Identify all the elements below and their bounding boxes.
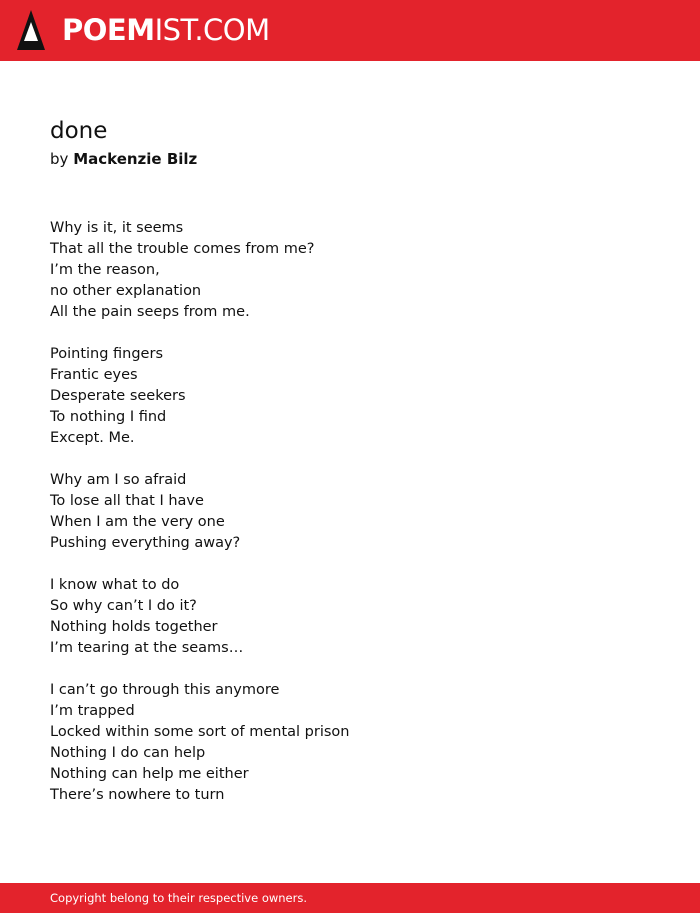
- poem-line: So why can’t I do it?: [50, 598, 197, 614]
- poem-line: Desperate seekers: [50, 388, 186, 404]
- byline-label: by: [50, 150, 69, 168]
- poem-line: Nothing can help me either: [50, 766, 249, 782]
- site-header: [0, 0, 700, 61]
- site-logo[interactable]: [62, 12, 270, 48]
- poem-line: Why am I so afraid: [50, 472, 187, 488]
- poem-line: I’m tearing at the seams…: [50, 640, 244, 656]
- poem-stanza: [50, 218, 650, 323]
- poem-line: To lose all that I have: [50, 493, 204, 509]
- poem-line: no other explanation: [50, 283, 202, 299]
- poem-stanza: [50, 344, 650, 449]
- poem-stanza: [50, 575, 650, 659]
- stanza-gap: [50, 323, 650, 344]
- poem-line: When I am the very one: [50, 514, 225, 530]
- poem-line: Nothing holds together: [50, 619, 218, 635]
- poem-line: Nothing I do can help: [50, 745, 206, 761]
- poem-line: Pointing fingers: [50, 346, 163, 362]
- poem-line: Pushing everything away?: [50, 535, 241, 551]
- site-footer: [0, 883, 700, 913]
- poem-body: [50, 218, 650, 806]
- poem-stanza: [50, 470, 650, 554]
- poem-byline: [50, 148, 197, 170]
- poem-line: Except. Me.: [50, 430, 135, 446]
- stanza-gap: [50, 659, 650, 680]
- stanza-gap: [50, 449, 650, 470]
- poem-line: I can’t go through this anymore: [50, 682, 280, 698]
- copyright-text: Copyright belong to their respective owners.: [50, 891, 308, 905]
- poem-line: There’s nowhere to turn: [50, 787, 225, 803]
- poem-stanza: [50, 680, 650, 806]
- poem-line: I know what to do: [50, 577, 180, 593]
- poem-line: That all the trouble comes from me?: [50, 241, 315, 257]
- poem-author: Mackenzie Bilz: [73, 150, 198, 168]
- stanza-gap: [50, 554, 650, 575]
- poem-line: To nothing I find: [50, 409, 167, 425]
- poem-line: Frantic eyes: [50, 367, 138, 383]
- pencil-logo-icon: [16, 10, 46, 52]
- poem-line: Locked within some sort of mental prison: [50, 724, 350, 740]
- poem-title: done: [50, 118, 108, 144]
- logo-text-bold: POEM: [62, 13, 155, 47]
- poem-line: I’m trapped: [50, 703, 135, 719]
- poem-line: Why is it, it seems: [50, 220, 184, 236]
- poem-line: I’m the reason,: [50, 262, 160, 278]
- logo-text-light: IST.COM: [154, 13, 270, 47]
- poem-line: All the pain seeps from me.: [50, 304, 250, 320]
